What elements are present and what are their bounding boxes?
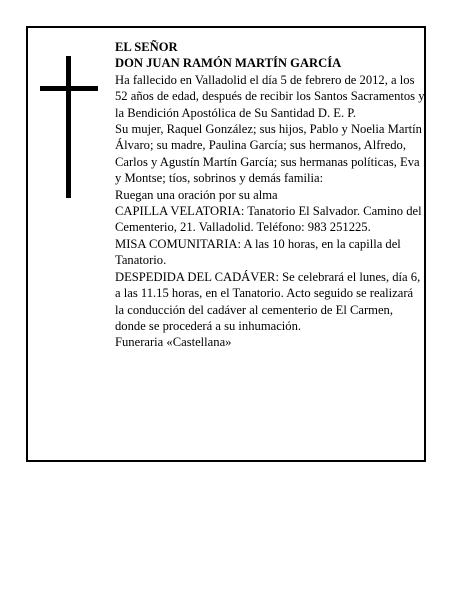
notice-body	[115, 39, 425, 351]
farewell-info: DESPEDIDA DEL CADÁVER: Se celebrará el lunes, día 6, a las 11.15 horas, en el Tanatorio. Acto seguido se realizará la conducción del cadáver al cementerio de El Carmen, donde se procederá a su inhumación.	[115, 269, 421, 333]
family-list: Su mujer, Raquel González; sus hijos, Pablo y Noelia Martín Álvaro; su madre, Paulina García; sus hermanos, Alfredo, Carlos y Agustín Martín García; sus hermanas políticas, Eva y Montse; tíos, sobrinos y demás familia:	[115, 122, 422, 186]
chapel-info: CAPILLA VELATORIA: Tanatorio El Salvador. Camino del Cementerio, 21. Valladolid. Teléfono: 983 251225.	[115, 204, 422, 235]
death-statement: Ha fallecido en Valladolid el día 5 de febrero de 2012, a los 52 años de edad, después de recibir los Santos Sacramentos y la Bendición Apostólica de Su Santidad D. E. P.	[115, 72, 425, 120]
cross-vertical-bar	[66, 56, 71, 198]
funeral-home: Funeraria «Castellana»	[115, 335, 232, 350]
obituary-notice	[26, 26, 426, 462]
deceased-name: DON JUAN RAMÓN MARTÍN GARCÍA	[115, 56, 342, 71]
cross-icon	[40, 56, 98, 198]
notice-title: EL SEÑOR	[115, 40, 178, 54]
prayer-request: Ruegan una oración por su alma	[115, 187, 278, 202]
cross-horizontal-bar	[40, 86, 98, 91]
mass-info: MISA COMUNITARIA: A las 10 horas, en la capilla del Tanatorio.	[115, 236, 401, 268]
